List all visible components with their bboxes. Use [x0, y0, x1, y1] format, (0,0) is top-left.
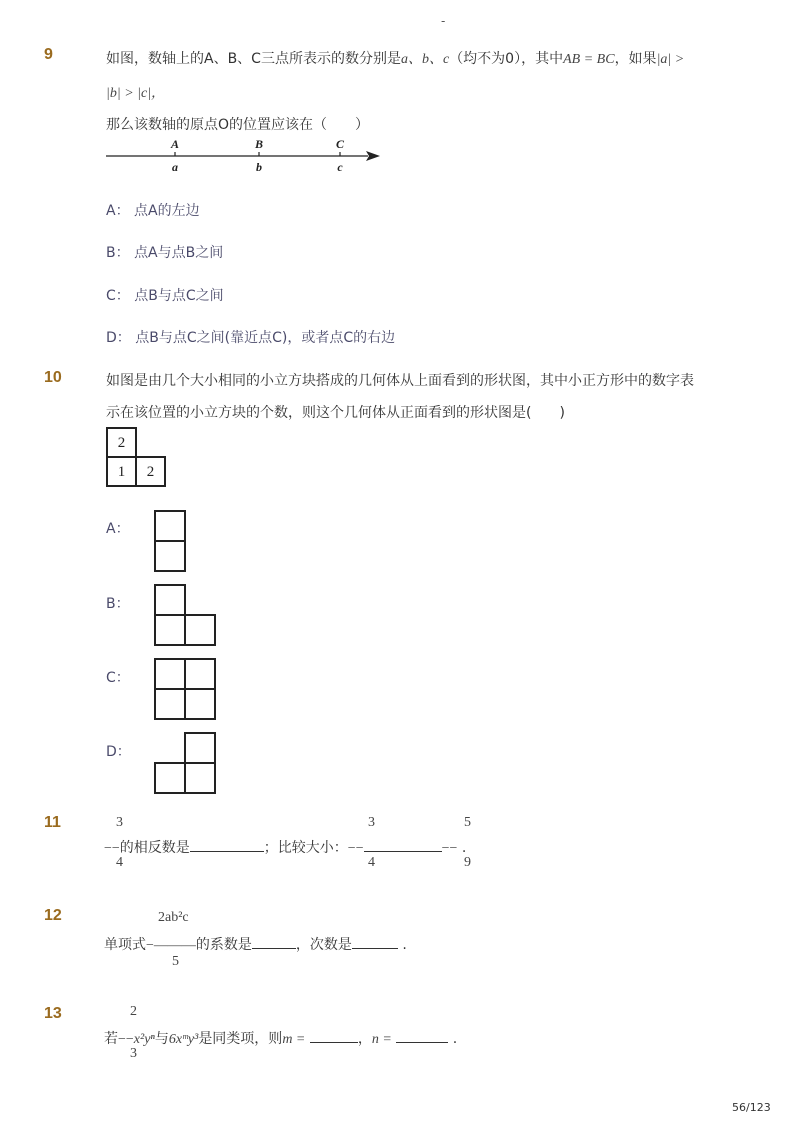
q9-option-b[interactable]: [106, 242, 223, 262]
option-key: D：: [106, 330, 131, 346]
option-text: 点A与点B之间: [134, 245, 224, 261]
top-view-cell: [106, 456, 137, 487]
square: [154, 688, 186, 720]
q12-prefix: 单项式: [104, 937, 146, 953]
q11-frac2-denominator: 4: [368, 855, 375, 870]
q9-option-d[interactable]: [106, 327, 395, 347]
square: [184, 732, 216, 764]
square: [184, 762, 216, 794]
page-number: 56/123: [732, 1101, 771, 1114]
q13-sep: ，: [357, 1031, 372, 1047]
square: [154, 510, 186, 542]
q9-option-c[interactable]: [106, 285, 224, 305]
q13-expr1: x²yⁿ: [133, 1032, 155, 1047]
label-a: a: [172, 160, 178, 174]
q9-text-a: 如图，数轴上的A、B、C三点所表示的数分别是: [106, 51, 401, 67]
q13-line: [104, 1028, 457, 1048]
fraction-bar: ———: [153, 938, 196, 953]
q9-text-c: ，如果: [614, 51, 657, 67]
q11-frac1-numerator: 3: [116, 815, 123, 830]
q12-text2: ，次数是: [295, 937, 352, 953]
question-number-10: 10: [44, 369, 62, 386]
top-view-cell: [135, 456, 166, 487]
q10-option-d-label[interactable]: D：: [106, 744, 131, 760]
question-number-13: 13: [44, 1005, 62, 1022]
minus-sign: −: [146, 938, 154, 953]
answer-blank-m[interactable]: [310, 1032, 358, 1043]
q9-line1: [106, 48, 684, 68]
square: [154, 540, 186, 572]
cell-number: 1: [117, 464, 126, 480]
header-mark: -: [441, 14, 446, 28]
label-A: A: [170, 137, 180, 151]
q13-prefix: 若: [104, 1031, 118, 1047]
q12-text1: 的系数是: [195, 937, 252, 953]
q12-end: .: [402, 937, 407, 953]
q13-frac-denominator: 3: [130, 1046, 137, 1061]
q11-end: .: [461, 840, 467, 856]
answer-blank[interactable]: [190, 841, 264, 852]
q11-frac3-numerator: 5: [464, 815, 471, 830]
q13-text1: 是同类项，则: [198, 1031, 283, 1047]
answer-blank[interactable]: [252, 938, 296, 949]
q10-option-c-label[interactable]: C：: [106, 670, 130, 686]
answer-blank[interactable]: [352, 938, 398, 949]
minus-sign: −−: [104, 841, 120, 856]
q9-equation: AB = BC: [563, 52, 615, 67]
label-C: C: [335, 137, 345, 151]
q11-frac3-denominator: 9: [464, 855, 471, 870]
q9-line2: |b| > |c|，: [106, 86, 166, 101]
q9-option-a[interactable]: [106, 200, 200, 220]
option-key: A：: [106, 203, 130, 219]
square: [154, 584, 186, 616]
option-text: 点B与点C之间(靠近点C)，或者点C的右边: [135, 330, 396, 346]
label-b: b: [256, 160, 262, 174]
q10-line1: 如图是由几个大小相同的小立方块搭成的几何体从上面看到的形状图，其中小正方形中的数字表: [106, 373, 694, 389]
minus-sign: −−: [347, 841, 364, 856]
q13-expr2: 6xᵐy³: [168, 1032, 199, 1047]
answer-blank[interactable]: [364, 841, 442, 852]
square: [184, 688, 216, 720]
question-number-12: 12: [44, 907, 62, 924]
square: [184, 658, 216, 690]
q11-text2: ；比较大小：: [263, 840, 348, 856]
answer-blank-n[interactable]: [396, 1032, 448, 1043]
option-text: 点B与点C之间: [134, 288, 224, 304]
option-key: C：: [106, 288, 130, 304]
q11-text1: 的相反数是: [119, 840, 190, 856]
number-line-arrow: [366, 151, 380, 161]
question-number-9: 9: [44, 46, 53, 63]
q11-frac1-denominator: 4: [116, 855, 123, 870]
question-number-11: 11: [44, 814, 61, 831]
q13-end: .: [452, 1031, 458, 1047]
q13-frac-numerator: 2: [130, 1004, 137, 1019]
q12-frac-denominator: 5: [172, 954, 179, 969]
q10-line2: 示在该位置的小立方块的个数，则这个几何体从正面看到的形状图是( ): [106, 405, 565, 421]
q12-frac-numerator: 2ab²c: [158, 910, 189, 925]
minus-sign: −−: [118, 1032, 134, 1047]
label-B: B: [254, 137, 264, 151]
q9-vars: a、b、c: [400, 52, 450, 67]
q13-mid: 与: [154, 1031, 169, 1047]
square: [184, 614, 216, 646]
top-view-figure: [106, 427, 166, 487]
option-text: 点A的左边: [134, 203, 200, 219]
q9-abs-a: |a| >: [656, 52, 685, 67]
square: [154, 658, 186, 690]
top-view-cell: [106, 427, 137, 458]
square: [154, 614, 186, 646]
q13-n-eq: n =: [371, 1032, 392, 1047]
square: [154, 762, 186, 794]
q11-line: [104, 837, 466, 857]
q9-line3: 那么该数轴的原点O的位置应该在（ ）: [106, 117, 370, 133]
cell-number: 2: [117, 435, 126, 451]
minus-sign: −−: [441, 841, 458, 856]
q11-frac2-numerator: 3: [368, 815, 375, 830]
q13-m-eq: m =: [282, 1032, 306, 1047]
q10-option-a-label[interactable]: A：: [106, 521, 130, 537]
cell-number: 2: [146, 464, 155, 480]
number-line-figure: [100, 134, 390, 178]
q9-text-b: （均不为0），其中: [449, 51, 564, 67]
option-key: B：: [106, 245, 130, 261]
label-c: c: [337, 160, 343, 174]
q10-option-b-label[interactable]: B：: [106, 596, 130, 612]
q12-line: [104, 934, 407, 954]
